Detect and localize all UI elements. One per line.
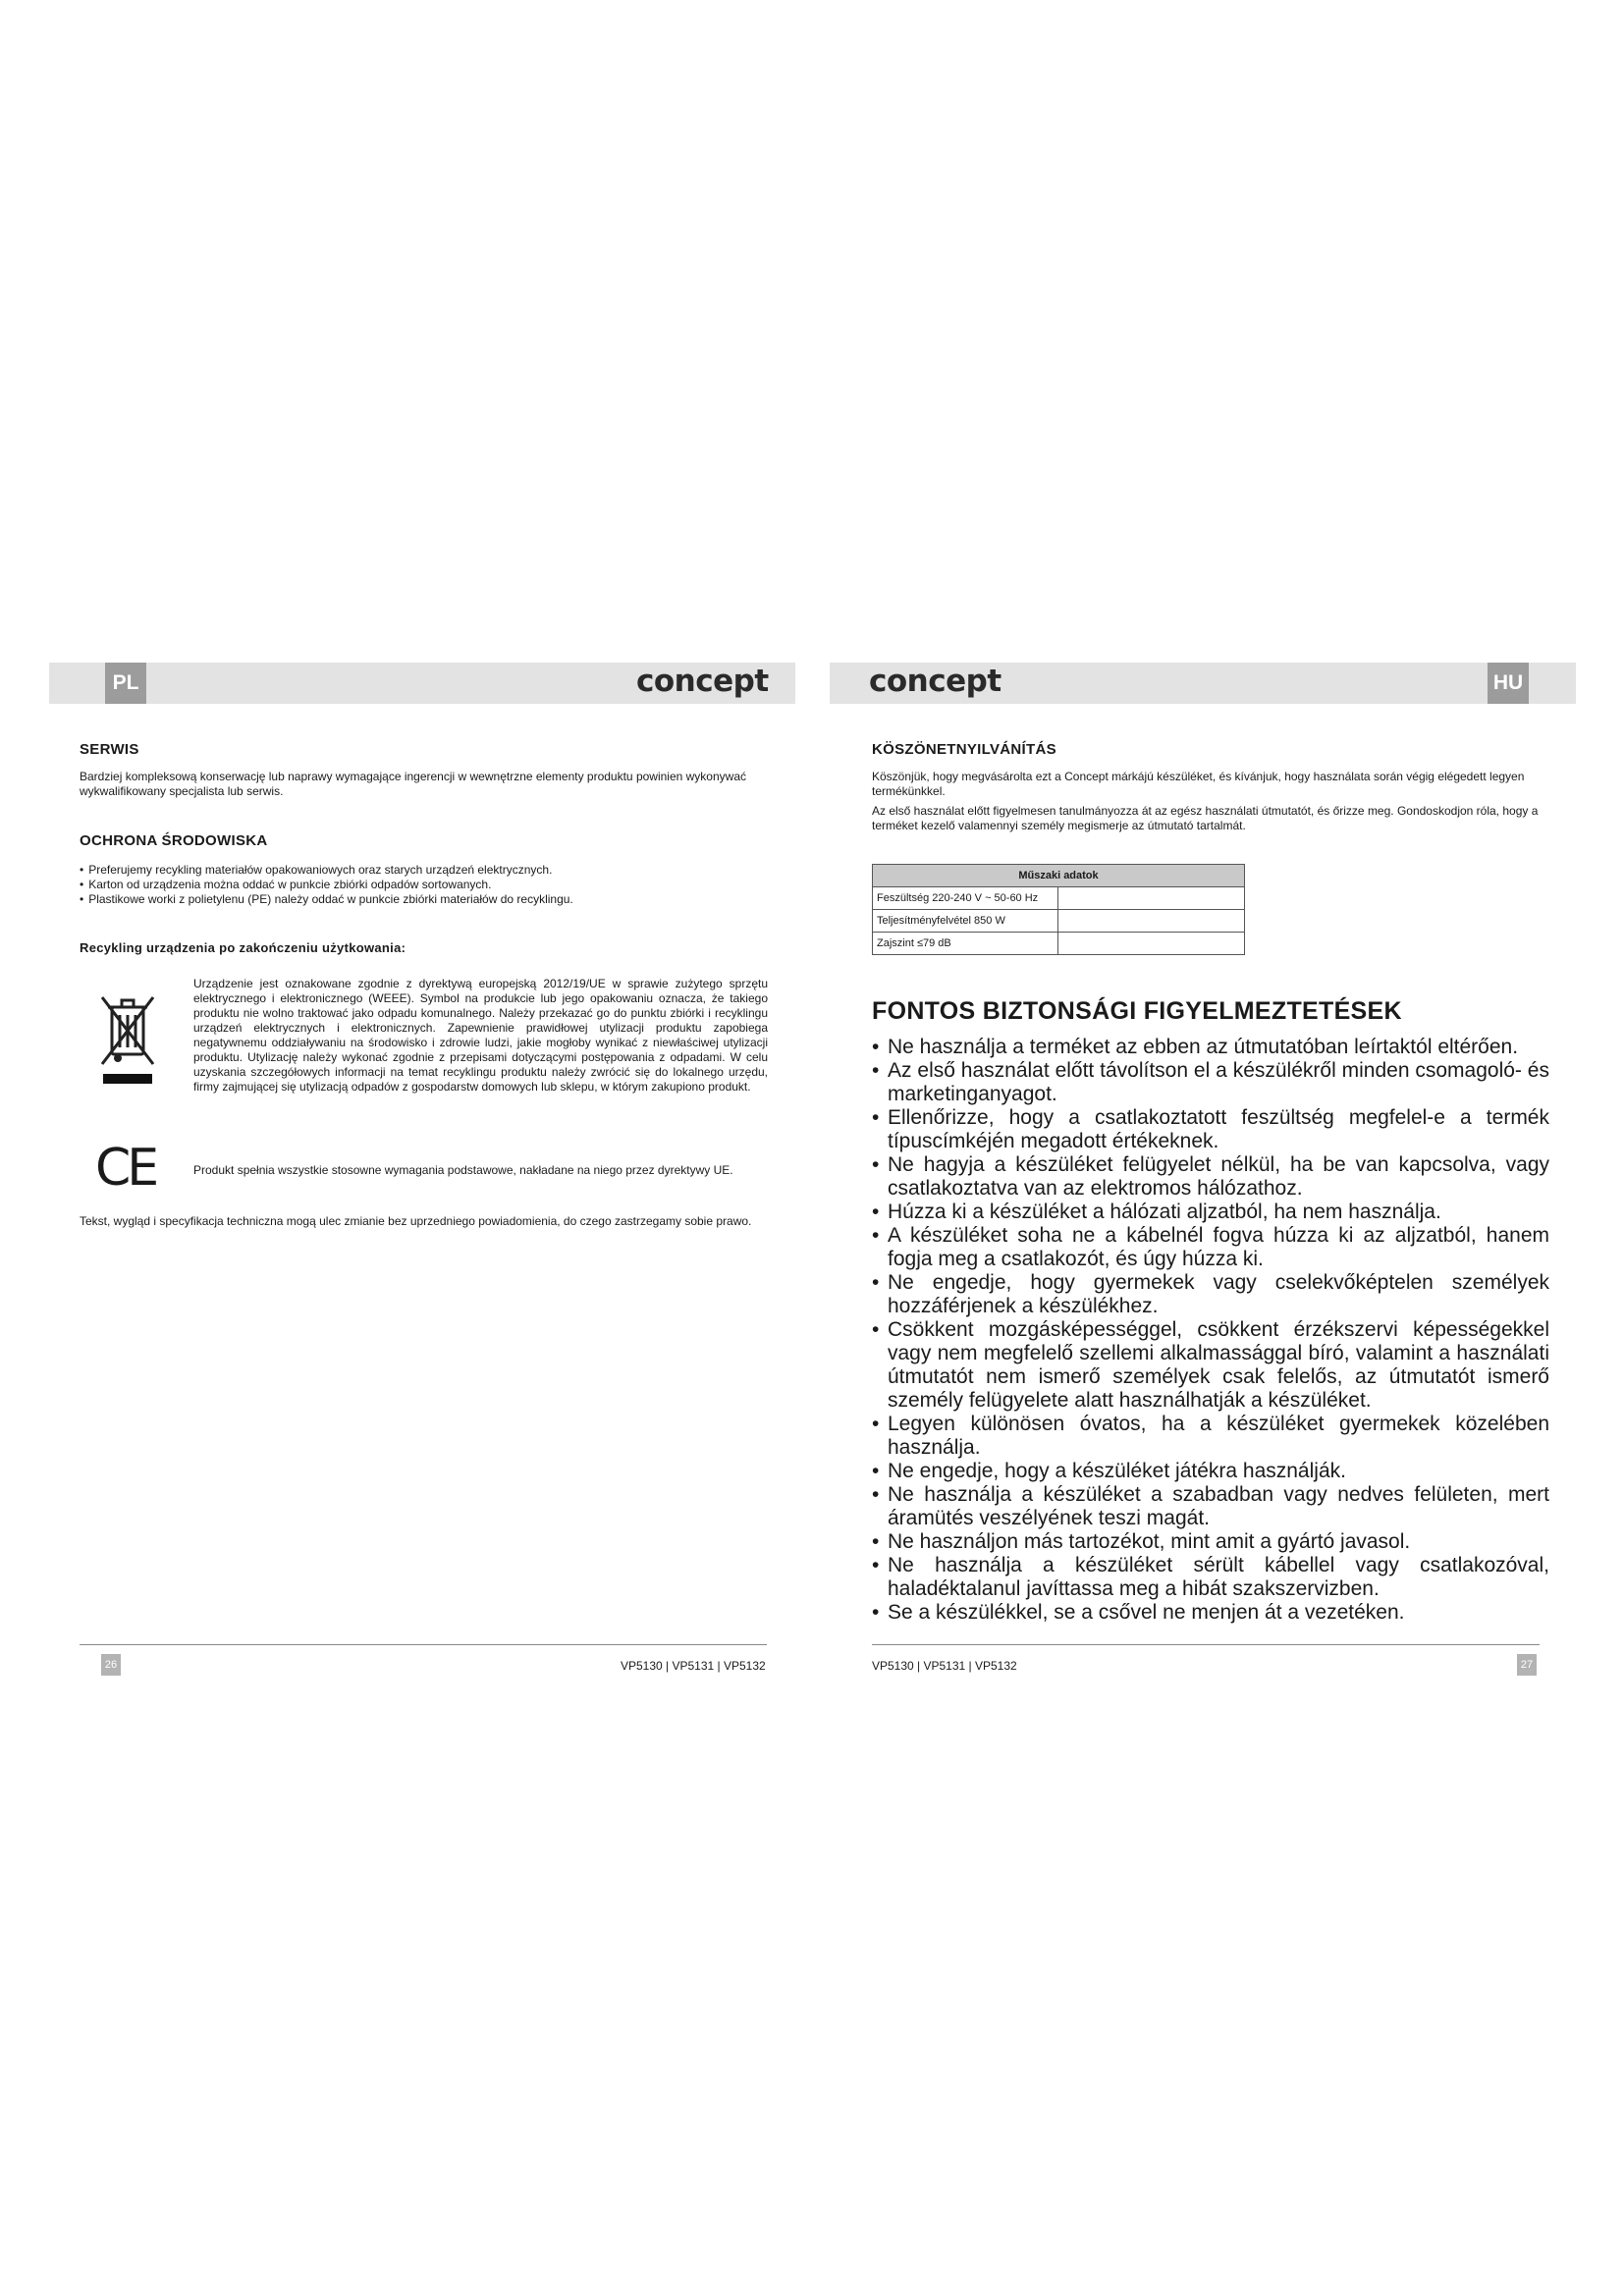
list-item: • Plastikowe worki z polietylenu (PE) należy oddać w punkcie zbiórki materiałów do recyklingu.: [80, 892, 767, 907]
model-numbers-left: VP5130 | VP5131 | VP5132: [621, 1659, 766, 1673]
thanks-paragraph-1: Köszönjük, hogy megvásárolta ezt a Concept márkájú készüléket, és kívánjuk, hogy használata során végig elégedett legyen termékünkkel.: [872, 770, 1525, 798]
list-item: • Preferujemy recykling materiałów opakowaniowych oraz starych urządzeń elektrycznych.: [80, 863, 767, 878]
list-item: • Karton od urządzenia można oddać w punkcie zbiórki odpadów sortowanych.: [80, 878, 767, 892]
safety-list: [872, 1036, 1549, 1625]
serwis-heading: SERWIS: [80, 741, 139, 758]
spec-table-header: Műszaki adatok: [873, 865, 1245, 887]
spec-cell: Feszültség 220-240 V ~ 50-60 Hz: [873, 887, 1058, 910]
list-item: • Ne hagyja a készüléket felügyelet nélkül, ha be van kapcsolva, vagy csatlakoztatva van az elektromos hálózathoz.: [872, 1153, 1549, 1201]
footer-divider-right: [872, 1644, 1540, 1645]
ochrona-heading: OCHRONA ŚRODOWISKA: [80, 832, 268, 849]
spec-table: [872, 864, 1245, 955]
footer-divider-left: [80, 1644, 767, 1645]
list-item: • Ne használja a készüléket sérült kábellel vagy csatlakozóval, haladéktalanul javíttassa meg a hibát szakszervizben.: [872, 1554, 1549, 1601]
list-item: • Ne engedje, hogy gyermekek vagy cselekvőképtelen személyek hozzáférjenek a készülékhez.: [872, 1271, 1549, 1318]
table-row: [873, 910, 1245, 933]
spec-cell-empty: [1058, 887, 1245, 910]
thanks-heading: KÖSZÖNETNYILVÁNÍTÁS: [872, 741, 1056, 758]
serwis-text: Bardziej kompleksową konserwację lub naprawy wymagające ingerencji w wewnętrzne elementy produktu powinien wykonywać wykwalifikowany specjalista lub serwis.: [80, 770, 746, 798]
language-tag-pl: PL: [105, 663, 146, 704]
recykling-text: Urządzenie jest oznakowane zgodnie z dyrektywą europejską 2012/19/UE w sprawie zużytego sprzętu elektrycznego i elektronicznego (WEEE). Symbol na produkcie lub jego opakowaniu oznacza, że takiego produktu nie wolno traktować jako odpadu komunalnego. Należy przekazać go do punktu zbiórki i recyklingu urządzeń elektrycznych i elektronicznych. Zapewnienie prawidłowej utylizacji produktu zapobiega negatywnemu oddziaływaniu na środowisko i zdrowie ludzi, jakie mogłoby wynikać z niewłaściwej utylizacji produktu. Utylizację należy wykonać zgodnie z przepisami dotyczącymi postępowania z odpadami. W celu uzyskania szczegółowych informacji na temat recyklingu produktu należy zwrócić się do lokalnego urzędu, firmy zajmującej się utylizacją odpadów z gospodarstw domowych lub sklepu, w którym zakupiono produkt.: [193, 977, 768, 1094]
right-page: [872, 741, 1540, 833]
list-item: • Ne használja a terméket az ebben az útmutatóban leírtaktól eltérően.: [872, 1036, 1549, 1059]
safety-heading: FONTOS BIZTONSÁGI FIGYELMEZTETÉSEK: [872, 997, 1402, 1025]
weee-crossed-bin-icon: [98, 993, 157, 1087]
model-numbers-right: VP5130 | VP5131 | VP5132: [872, 1659, 1017, 1673]
brand-logo-left: concept: [636, 664, 769, 699]
list-item: • A készüléket soha ne a kábelnél fogva húzza ki az aljzatból, hanem fogja meg a csatlakozót, és úgy húzza ki.: [872, 1224, 1549, 1271]
spec-cell-empty: [1058, 910, 1245, 933]
disclaimer-text: Tekst, wygląd i specyfikacja techniczna mogą ulec zmianie bez uprzedniego powiadomienia, do czego zastrzegamy sobie prawo.: [80, 1214, 752, 1228]
spec-cell-empty: [1058, 933, 1245, 955]
page-number-left: 26: [101, 1654, 121, 1676]
page-number-right: 27: [1517, 1654, 1537, 1676]
table-row: [873, 887, 1245, 910]
spec-cell: Zajszint ≤79 dB: [873, 933, 1058, 955]
recykling-heading: Recykling urządzenia po zakończeniu użytkowania:: [80, 940, 406, 955]
ce-mark-icon: CE: [95, 1139, 156, 1198]
list-item: • Se a készülékkel, se a csővel ne menjen át a vezetéken.: [872, 1601, 1549, 1625]
language-tag-hu: HU: [1488, 663, 1529, 704]
left-page: [80, 741, 767, 955]
list-item: • Ellenőrizze, hogy a csatlakoztatott feszültség megfelel-e a termék típuscímkéjén megadott értékeknek.: [872, 1106, 1549, 1153]
list-item: • Ne használja a készüléket a szabadban vagy nedves felületen, mert áramütés veszélyének teszi magát.: [872, 1483, 1549, 1530]
ce-compliance-text: Produkt spełnia wszystkie stosowne wymagania podstawowe, nakładane na niego przez dyrektywy UE.: [193, 1163, 733, 1177]
table-row: [873, 933, 1245, 955]
list-item: • Legyen különösen óvatos, ha a készüléket gyermekek közelében használja.: [872, 1413, 1549, 1460]
list-item: • Az első használat előtt távolítson el a készülékről minden csomagoló- és marketinganyagot.: [872, 1059, 1549, 1106]
list-item: • Ne használjon más tartozékot, mint amit a gyártó javasol.: [872, 1530, 1549, 1554]
spec-cell: Teljesítményfelvétel 850 W: [873, 910, 1058, 933]
brand-logo-right: concept: [869, 664, 1001, 699]
list-item: • Ne engedje, hogy a készüléket játékra használják.: [872, 1460, 1549, 1483]
list-item: • Csökkent mozgásképességgel, csökkent érzékszervi képességekkel vagy nem megfelelő szellemi alkalmassággal bíró, valamint a használati útmutatót nem ismerő személyek csak felelős, az útmutatót ismerő személy felügyelete alatt használhatják a készüléket.: [872, 1318, 1549, 1413]
ochrona-list: [80, 863, 767, 907]
list-item: • Húzza ki a készüléket a hálózati aljzatból, ha nem használja.: [872, 1201, 1549, 1224]
table-header-row: [873, 865, 1245, 887]
thanks-paragraph-2: Az első használat előtt figyelmesen tanulmányozza át az egész használati útmutatót, és őrizze meg. Gondoskodjon róla, hogy a terméket kezelő valamennyi személy megismerje az útmutató tartalmát.: [872, 804, 1539, 832]
